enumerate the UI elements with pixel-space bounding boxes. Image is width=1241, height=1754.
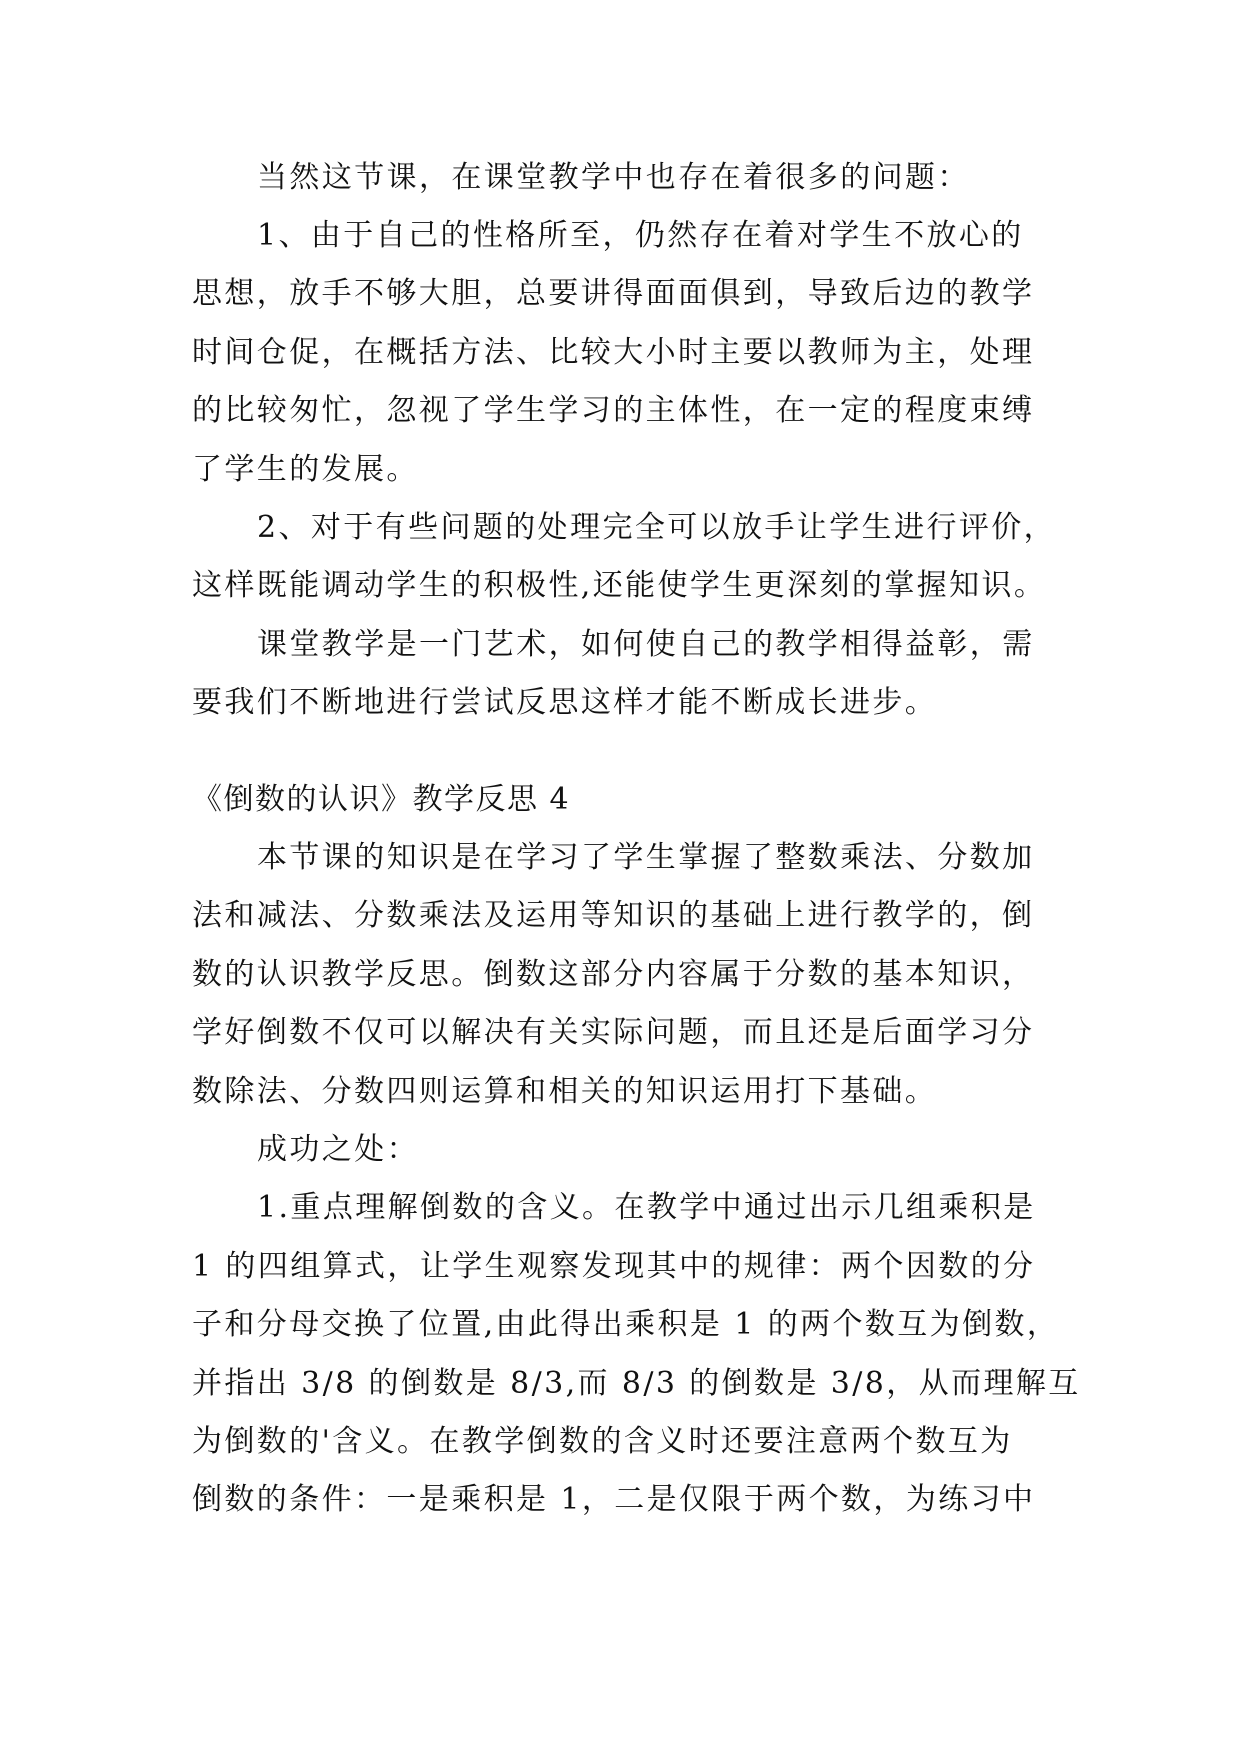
paragraph-line: 倒数的条件：一是乘积是 1，二是仅限于两个数，为练习中	[192, 1482, 1036, 1517]
section-heading: 《倒数的认识》教学反思 4	[192, 782, 571, 817]
paragraph-line: 为倒数的'含义。在教学倒数的含义时还要注意两个数互为	[192, 1424, 1013, 1459]
paragraph-line: 1.重点理解倒数的含义。在教学中通过出示几组乘积是	[257, 1190, 1036, 1225]
paragraph-line: 1 的四组算式，让学生观察发现其中的规律：两个因数的分	[192, 1249, 1036, 1284]
paragraph-line: 课堂教学是一门艺术，如何使自己的教学相得益彰，需	[257, 627, 1035, 662]
paragraph-line: 1、由于自己的性格所至，仍然存在着对学生不放心的	[257, 218, 1024, 253]
paragraph-line: 当然这节课，在课堂教学中也存在着很多的问题：	[257, 160, 970, 195]
paragraph-line: 这样既能调动学生的积极性,还能使学生更深刻的掌握知识。	[192, 568, 1047, 603]
paragraph-line: 的比较匆忙，忽视了学生学习的主体性，在一定的程度束缚	[192, 393, 1035, 428]
paragraph-line: 2、对于有些问题的处理完全可以放手让学生进行评价，	[257, 510, 1057, 545]
paragraph-line: 思想，放手不够大胆，总要讲得面面俱到，导致后边的教学	[192, 276, 1035, 311]
paragraph-line: 数的认识教学反思。倒数这部分内容属于分数的基本知识，	[192, 957, 1035, 992]
paragraph-line: 并指出 3/8 的倒数是 8/3,而 8/3 的倒数是 3/8，从而理解互	[192, 1366, 1081, 1401]
paragraph-line: 成功之处：	[257, 1132, 419, 1167]
paragraph-line: 时间仓促，在概括方法、比较大小时主要以教师为主，处理	[192, 335, 1035, 370]
paragraph-line: 学好倒数不仅可以解决有关实际问题，而且还是后面学习分	[192, 1015, 1035, 1050]
paragraph-line: 法和减法、分数乘法及运用等知识的基础上进行教学的，倒	[192, 898, 1035, 933]
paragraph-line: 了学生的发展。	[192, 452, 419, 487]
paragraph-line: 子和分母交换了位置,由此得出乘积是 1 的两个数互为倒数，	[192, 1307, 1060, 1342]
paragraph-line: 要我们不断地进行尝试反思这样才能不断成长进步。	[192, 685, 938, 720]
paragraph-line: 数除法、分数四则运算和相关的知识运用打下基础。	[192, 1074, 938, 1109]
paragraph-line: 本节课的知识是在学习了学生掌握了整数乘法、分数加	[257, 840, 1035, 875]
